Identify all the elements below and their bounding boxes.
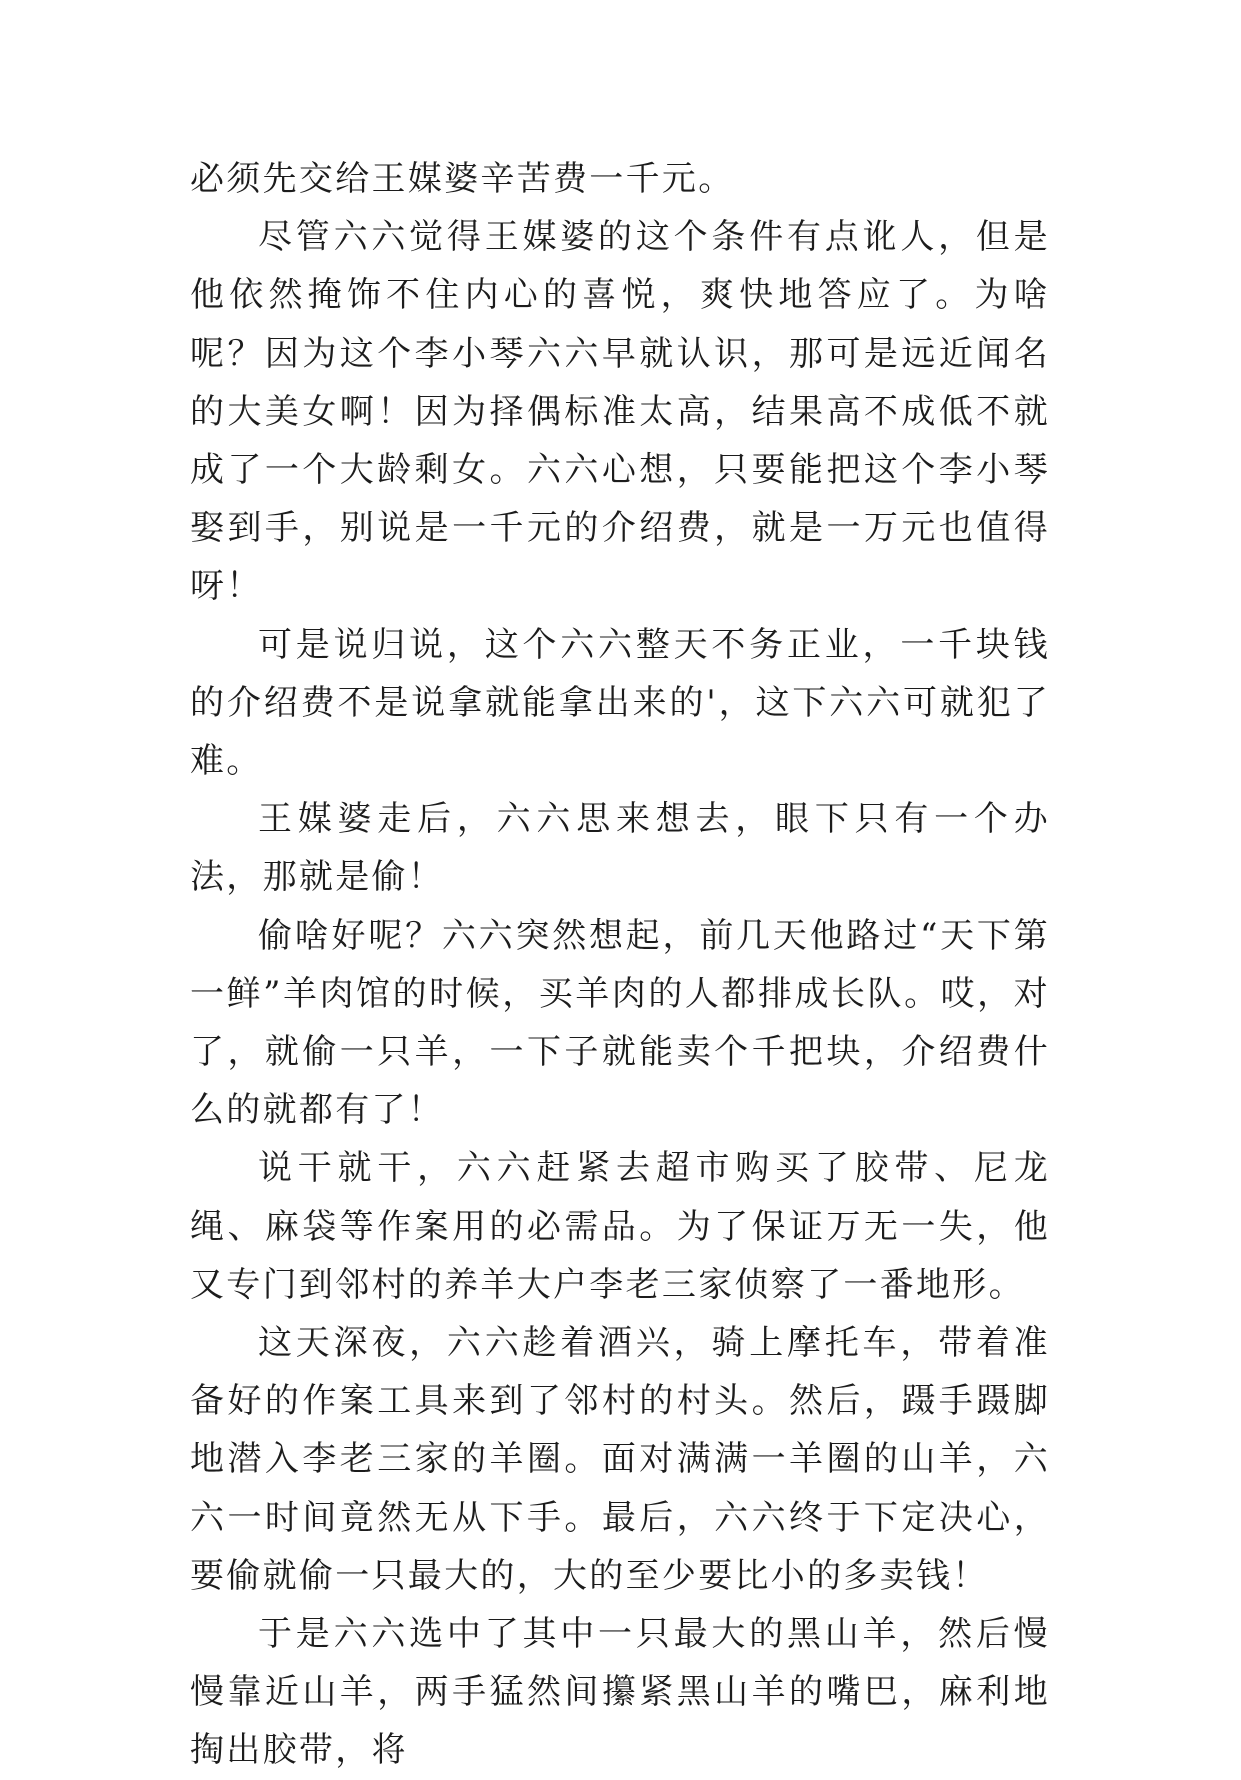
paragraph-1: 必须先交给王媒婆辛苦费一千元。 bbox=[190, 159, 735, 199]
paragraph-3: 可是说归说，这个六六整天不务正业，一千块钱的介绍费不是说拿就能拿出来的'，这下六六可就犯了难。 bbox=[190, 624, 1050, 782]
paragraph-6: 说干就干，六六赶紧去超市购买了胶带、尼龙绳、麻袋等作案用的必需品。为了保证万无一失，他又专门到邻村的养羊大户李老三家侦察了一番地形。 bbox=[190, 1148, 1050, 1305]
paragraph-8: 于是六六选中了其中一只最大的黑山羊，然后慢慢靠近山羊，两手猛然间攥紧黑山羊的嘴巴，麻利地掏出胶带，将 bbox=[190, 1614, 1050, 1771]
paragraph-5: 偷啥好呢？六六突然想起，前几天他路过“天下第一鲜”羊肉馆的时候，买羊肉的人都排成长队。哎，对了，就偷一只羊，一下子就能卖个千把块，介绍费什么的就都有了！ bbox=[190, 915, 1050, 1131]
paragraph-4: 王媒婆走后，六六思来想去，眼下只有一个办法，那就是偷！ bbox=[190, 799, 1050, 898]
paragraph-7: 这天深夜，六六趁着酒兴，骑上摩托车，带着准备好的作案工具来到了邻村的村头。然后，蹑手蹑脚地潜入李老三家的羊圈。面对满满一羊圈的山羊，六六一时间竟然无从下手。最后，六六终于下定决心，要偷就偷一只最大的，大的至少要比小的多卖钱！ bbox=[190, 1323, 1050, 1596]
paragraph-2: 尽管六六觉得王媒婆的这个条件有点讹人，但是他依然掩饰不住内心的喜悦，爽快地答应了。为啥呢？因为这个李小琴六六早就认识，那可是远近闻名的大美女啊！因为择偶标准太高，结果高不成低不就成了一个大龄剩女。六六心想，只要能把这个李小琴娶到手，别说是一千元的介绍费，就是一万元也值得呀！ bbox=[190, 217, 1050, 607]
document-page bbox=[190, 150, 1050, 1780]
